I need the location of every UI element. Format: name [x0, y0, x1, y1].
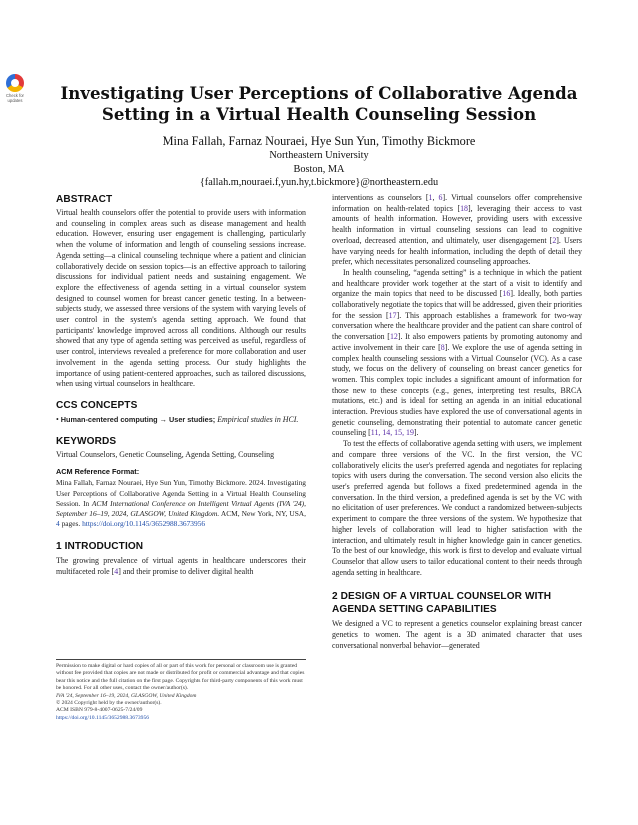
- design-text: We designed a VC to represent a genetics counselor explaining breast cancer genetics to women. The agent is a 3D animated character that uses conversational nonverbal behavior—generated: [332, 619, 582, 650]
- citation-link[interactable]: 4: [114, 566, 119, 576]
- ccs-bullet: •: [56, 414, 59, 424]
- left-column: [56, 193, 306, 577]
- citation-link[interactable]: 11, 14, 15, 19: [370, 428, 414, 438]
- intro-paragraph-1: The growing prevalence of virtual agents in healthcare underscores their multifaceted role [4] and their promise to deliver digital health: [56, 555, 306, 576]
- design-heading: 2 DESIGN OF A VIRTUAL COUNSELOR WITH AGENDA SETTING CAPABILITIES: [332, 591, 552, 616]
- isbn-line: ACM ISBN 979-8-4007-0625-7/24/09: [56, 707, 143, 714]
- affiliation-university: Northeastern University: [269, 150, 369, 161]
- ccs-heading: CCS CONCEPTS: [56, 399, 138, 411]
- keywords-text: Virtual Counselors, Genetic Counseling, Agenda Setting, Counseling: [56, 449, 275, 459]
- citation-link[interactable]: 6: [438, 193, 443, 202]
- affiliation-emails: {fallah.m,nouraei.f,yun.hy,t.bickmore}@northeastern.edu: [199, 177, 439, 188]
- right-column: [332, 193, 582, 651]
- intro-paragraph-2: In health counseling, “agenda setting” is a technique in which the patient and healthcare provider work together at the start of a visit to identify and organize the main topics that need to be discussed [16]. Ideally, both parties collaboratively negotiate the topics that will be addressed, given their priorities for the session [17]. This approach establishes a framework for two-way conversation where the healthcare provider and the patient can share control of the conversation [12]. It also empowers patients by promoting autonomy and active involvement in their care [8]. We explore the use of agenda setting in complex health counseling sessions with a Virtual Counselor (VC). As a case study, we focus on the delivery of counseling on breast cancer genetics for women. This complex topic includes a significant amount of information for those new to these concepts (e.g., genes, interpreting test results, BRCA mutations, etc.) and is ideal for setting an agenda in an initial educational interaction. Previous studies have explored the use of conversational agents in genetic counseling, demonstrating their potential to automate cancer genetic counseling [11, 14, 15, 19].: [332, 267, 583, 438]
- copyright-line: © 2024 Copyright held by the owner/author(s).: [56, 700, 162, 707]
- reference-citation: Mina Fallah, Farnaz Nouraei, Hye Sun Yun, Timothy Bickmore. 2024. Investigating User Perceptions of Collaborative Agenda Setting in a Virtual Health Counseling Session. In: [56, 478, 306, 508]
- ccs-detail: Empirical studies in HCI.: [217, 414, 299, 424]
- reference-publisher: ACM, New York, NY, USA,: [220, 508, 306, 518]
- ccs-concept: Human-centered computing → User studies;: [60, 414, 216, 424]
- badge-label: Check for updates: [6, 93, 24, 103]
- footnote-divider: [56, 659, 306, 660]
- affiliation-location: Boston, MA: [293, 163, 345, 175]
- reference-pages-suffix: pages.: [61, 518, 81, 528]
- reference-pages-link[interactable]: 4: [56, 518, 60, 528]
- reference-venue: ACM International Conference on Intelligent Virtual Agents (IVA '24), September 16–19, 2024, GLASGOW, United Kingdom.: [56, 498, 306, 518]
- citation-link[interactable]: 16: [502, 289, 511, 299]
- citation-link[interactable]: 17: [388, 310, 397, 320]
- reference-format-text: [56, 478, 306, 528]
- abstract-heading: ABSTRACT: [56, 194, 113, 205]
- update-check-icon: [6, 74, 24, 92]
- permission-statement: Permission to make digital or hard copies of all or part of this work for personal or classroom use is granted without fee provided that copies are not made or distributed for profit or commercial advantage and that copies bear this notice and the full citation on the first page. Copyrights for third-party components of this work must be honored. For all other uses, contact the owner/author(s).: [56, 663, 305, 692]
- affiliation: [40, 149, 598, 190]
- citation-link[interactable]: 1: [428, 193, 433, 202]
- author-list: Mina Fallah, Farnaz Nouraei, Hye Sun Yun, Timothy Bickmore: [162, 134, 476, 148]
- check-for-updates-badge[interactable]: [2, 74, 28, 103]
- conference-line: IVA '24, September 16–19, 2024, GLASGOW, United Kingdom: [56, 692, 197, 699]
- reference-doi-link[interactable]: https://doi.org/10.1145/3652988.3673956: [82, 518, 206, 528]
- reference-format: [56, 467, 306, 529]
- citation-link[interactable]: 18: [460, 203, 468, 213]
- citation-link[interactable]: 2: [552, 235, 557, 245]
- copyright-notice: [56, 659, 306, 722]
- intro-paragraph-3: To test the effects of collaborative agenda setting with users, we implement and compare three versions of the VC. In the first version, the VC collaboratively elicits the user's preferred agenda and negotiates for replacing topics with users during the conversation. The second version also elicits the user's preferred agenda but follows a fixed predetermined agenda in the conversation. In the third version, a predefined agenda is set by the VC with no elicitation of user preferences. We conduct a randomized between-subjects experiment to compare the three versions of the system. We hypothesize that higher levels of collaboration will lead to higher satisfaction with the interaction, and ultimately result in higher knowledge gain in cancer genetics. To the best of our knowledge, this work is first to develop and evaluate virtual Counselor that allow users to tailor educational content to their needs through agenda setting in healthcare.: [332, 439, 582, 577]
- citation-link[interactable]: 12: [389, 332, 398, 342]
- reference-format-heading: ACM Reference Format:: [56, 467, 140, 477]
- abstract-text: Virtual health counselors offer the potential to provide users with information and counseling in complex areas such as disease management and health education. However, ensuring user engagement is challenging, particularly when the volume of information and length of counseling sessions increase. Agenda setting—a clinical counseling technique where a patient and clinician collaboratively decide on session topics—is an effective approach to tailoring discussions for individual patient needs and sustaining engagement. We explore the effectiveness of agenda setting in a virtual counselor system designed to counsel women for breast cancer genetic testing. In a between-subjects study, we assessed three versions of the system with varying levels of user control in the system's agenda setting approach. We found that participants' knowledge improved across all conditions. Although our results showed that any type of agenda setting was perceived as useful, regardless of user control, interviews revealed a preference for more collaboration and user involvement in the agenda setting process. Our study highlights the importance of using patient-centered approaches, such as tailored discussions, when using virtual counselors in healthcare.: [56, 208, 306, 389]
- intro-paragraph-1-continued: interventions as counselors [1, 6]. Virtual counselors offer comprehensive information on health-related topics [18], leveraging their access to vast amounts of health information. However, providing users with excessive health information in virtual counseling sessions can lead to cognitive overload, decreased attention, and ultimately, user disengagement [2]. Users have varying needs for health information, including the depth of detail they prefer, which necessitates personalized counseling approaches.: [332, 193, 582, 267]
- ccs-concepts: [56, 415, 306, 426]
- citation-link[interactable]: 8: [440, 342, 445, 352]
- copyright-doi-link[interactable]: https://doi.org/10.1145/3652988.3673956: [56, 714, 150, 721]
- introduction-heading: 1 INTRODUCTION: [56, 540, 144, 552]
- keywords-heading: KEYWORDS: [56, 435, 117, 447]
- paper-title: Investigating User Perceptions of Collaborative Agenda Setting in a Virtual Health Counseling Session: [60, 83, 578, 124]
